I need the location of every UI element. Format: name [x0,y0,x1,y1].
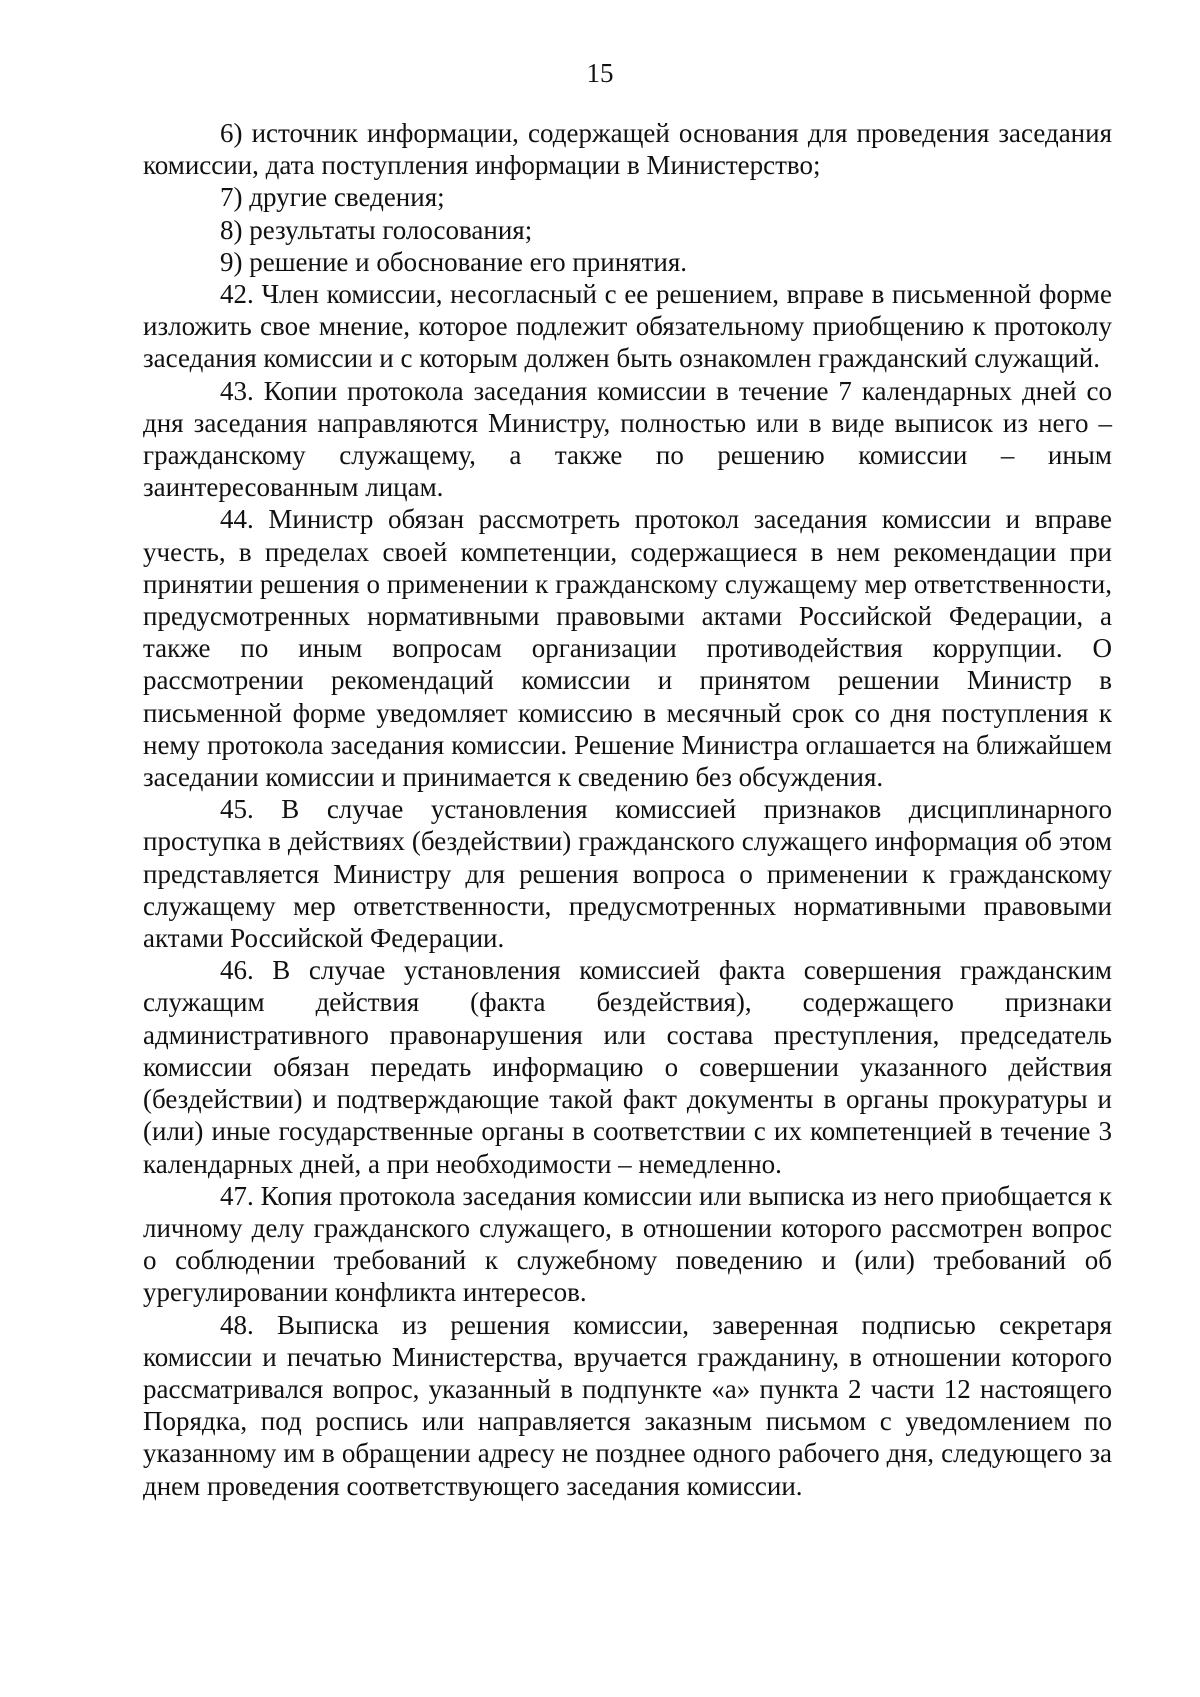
paragraph-46: 46. В случае установления комиссией факта совершения гражданским служащим действия (факта бездействия), содержащего признаки административного правонарушения или состава преступления, председатель комиссии обязан передать информацию о совершении указанного действия (бездействии) и подтверждающие такой факт документы в органы прокуратуры и (или) иные государственные органы в соответствии с их компетенцией в течение 3 календарных дней, а при необходимости – немедленно. [143,955,1112,1179]
item-9: 9) решение и обоснование его принятия. [220,246,688,277]
paragraph-43: 43. Копии протокола заседания комиссии в течение 7 календарных дней со дня заседания направляются Министру, полностью или в виде выписок из него – гражданскому служащему, а также по решению комиссии – иным заинтересованным лицам. [143,375,1112,503]
page-number: 15 [586,58,614,88]
item-6: 6) источник информации, содержащей основания для проведения заседания комиссии, дата поступления информации в Министерство; [143,118,1112,181]
document-body [143,117,1112,1502]
paragraph-44: 44. Министр обязан рассмотреть протокол заседания комиссии и вправе учесть, в пределах своей компетенции, содержащиеся в нем рекомендации при принятии решения о применении к гражданскому служащему мер ответственности, предусмотренных нормативными правовыми актами Российской Федерации, а также по иным вопросам организации противодействия коррупции. О рассмотрении рекомендаций комиссии и принятом решении Министр в письменной форме уведомляет комиссию в месячный срок со дня поступления к нему протокола заседания комиссии. Решение Министра оглашается на ближайшем заседании комиссии и принимается к сведению без обсуждения. [143,504,1112,793]
paragraph-42: 42. Член комиссии, несогласный с ее решением, вправе в письменной форме изложить свое мнение, которое подлежит обязательному приобщению к протоколу заседания комиссии и с которым должен быть ознакомлен гражданский служащий. [143,279,1112,374]
paragraph-48: 48. Выписка из решения комиссии, заверенная подписью секретаря комиссии и печатью Министерства, вручается гражданину, в отношении которого рассматривался вопрос, указанный в подпункте «а» пункта 2 части 12 настоящего Порядка, под роспись или направляется заказным письмом с уведомлением по указанному им в обращении адресу не позднее одного рабочего дня, следующего за днем проведения соответствующего заседания комиссии. [143,1309,1112,1501]
item-7: 7) другие сведения; [220,182,445,213]
paragraph-47: 47. Копия протокола заседания комиссии или выписка из него приобщается к личному делу гражданского служащего, в отношении которого рассмотрен вопрос о соблюдении требований к служебному поведению и (или) требований об урегулировании конфликта интересов. [143,1180,1112,1308]
item-8: 8) результаты голосования; [220,214,533,245]
paragraph-45: 45. В случае установления комиссией признаков дисциплинарного проступка в действиях (бездействии) гражданского служащего информация об этом представляется Министру для решения вопроса о применении к гражданскому служащему мер ответственности, предусмотренных нормативными правовыми актами Российской Федерации. [143,794,1112,954]
